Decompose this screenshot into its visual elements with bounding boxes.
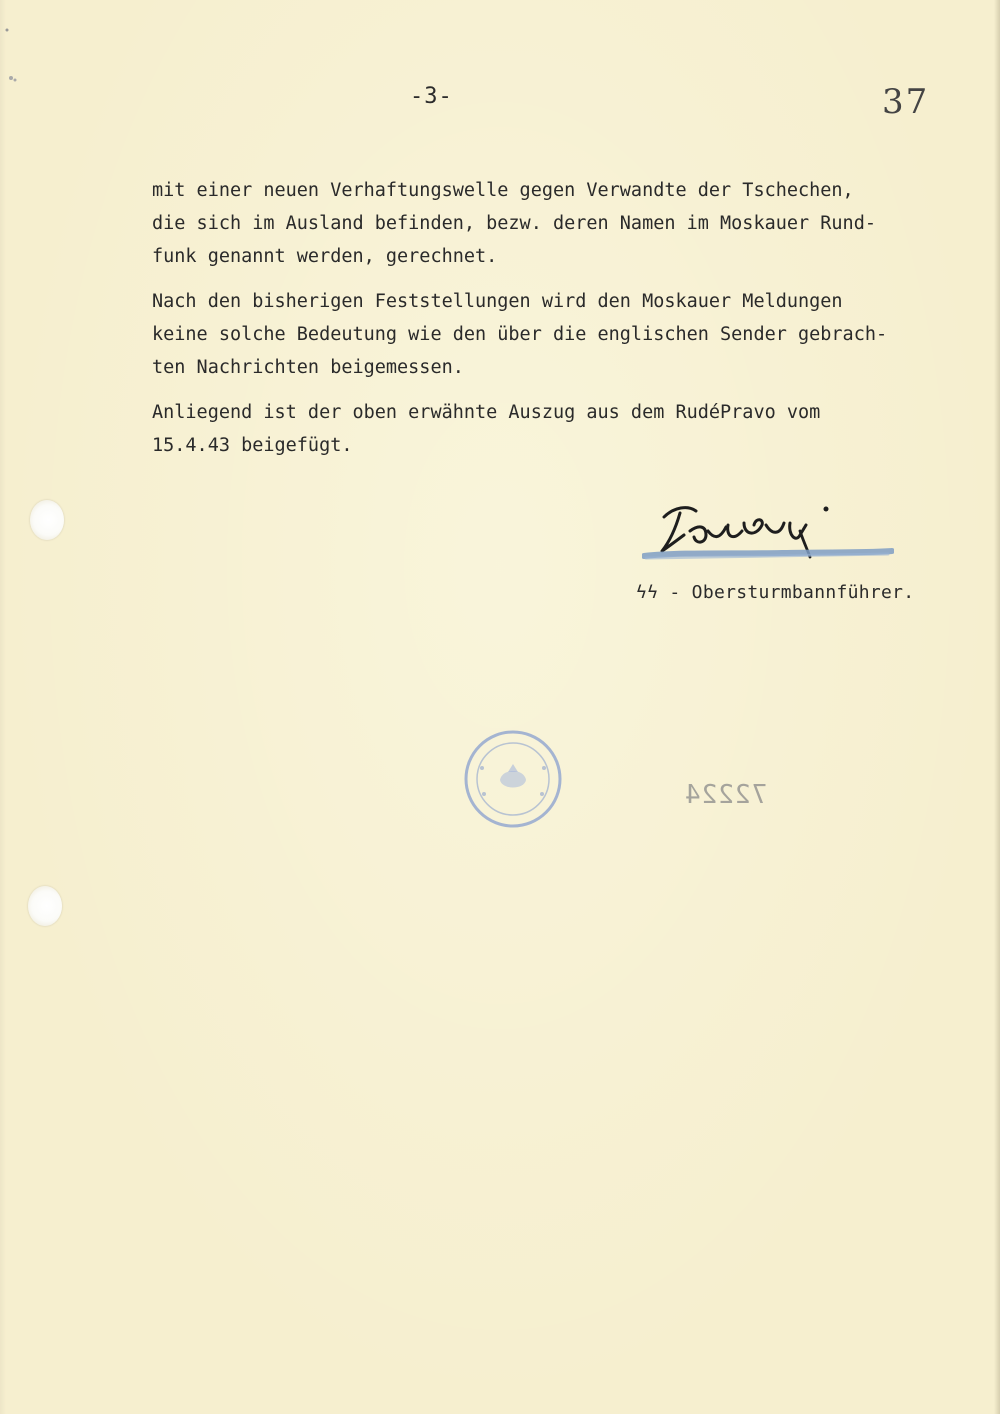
- punch-hole-bottom: [28, 886, 62, 926]
- paragraph-1: mit einer neuen Verhaftungswelle gegen Verwandte der Tschechen, die sich im Ausland befinden, bezw. deren Namen im Moskauer Rund- funk genannt werden, gerechnet.: [152, 180, 876, 267]
- archive-stamp: [462, 728, 564, 830]
- letter-body: [152, 174, 962, 474]
- signatory-rank: ϟϟ - Obersturmbannführer.: [636, 582, 915, 603]
- folio-number: 37: [882, 82, 930, 122]
- paper-edge-shadow: [994, 0, 1000, 1414]
- page-number: -3-: [410, 84, 453, 109]
- blue-pencil-underline: [642, 548, 894, 562]
- archive-number: 72224: [684, 780, 768, 810]
- paragraph-3: Anliegend ist der oben erwähnte Auszug aus dem RudéPravo vom 15.4.43 beigefügt.: [152, 402, 821, 456]
- edge-marks: [2, 0, 22, 100]
- paragraph-2: Nach den bisherigen Feststellungen wird den Moskauer Meldungen keine solche Bedeutung wie den über die englischen Sender gebrach- ten Nachrichten beigemessen.: [152, 291, 888, 378]
- punch-hole-top: [30, 500, 64, 540]
